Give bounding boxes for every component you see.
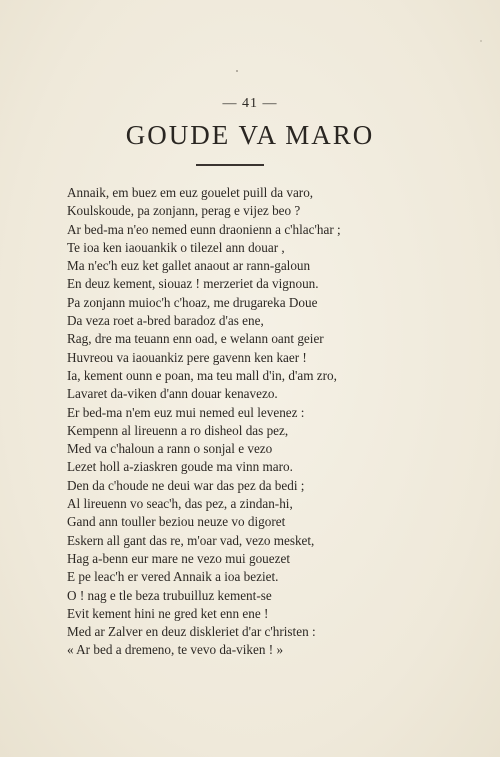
poem-line: Er bed-ma n'em euz mui nemed eul levenez : xyxy=(67,404,305,420)
poem-line: Lezet holl a-ziaskren goude ma vinn maro. xyxy=(67,459,293,475)
poem-line: Te ioa ken iaouankik o tilezel ann douar , xyxy=(67,239,285,255)
poem-line: Den da c'houde ne deui war das pez da bedi ; xyxy=(67,477,305,493)
poem-line: Da veza roet a-bred baradoz d'as ene, xyxy=(67,313,264,329)
poem-line: En deuz kement, siouaz ! merzeriet da vignoun. xyxy=(67,276,319,292)
paper-speck xyxy=(236,70,238,72)
poem-line: « Ar bed a dremeno, te vevo da-viken ! » xyxy=(67,642,284,658)
paper-speck xyxy=(480,40,482,42)
poem-line: Ar bed-ma n'eo nemed eunn draonienn a c'hlac'har ; xyxy=(67,221,341,237)
title-rule xyxy=(196,164,264,166)
poem-line: Pa zonjann muioc'h c'hoaz, me drugareka Doue xyxy=(67,294,318,310)
poem-line: Al lireuenn vo seac'h, das pez, a zindan-hi, xyxy=(67,496,293,512)
poem-line: Eskern all gant das re, m'oar vad, vezo mesket, xyxy=(67,532,315,548)
poem-line: Med va c'haloun a rann o sonjal e vezo xyxy=(67,441,273,457)
poem-body xyxy=(67,184,477,660)
poem-line: Gand ann touller beziou neuze vo digoret xyxy=(67,514,286,530)
poem-line: Ia, kement ounn e poan, ma teu mall d'in, d'am zro, xyxy=(67,367,337,383)
poem-line: Rag, dre ma teuann enn oad, e welann oant geier xyxy=(67,331,324,347)
poem-line: E pe leac'h er vered Annaik a ioa beziet. xyxy=(67,569,279,585)
poem-title: GOUDE VA MARO xyxy=(125,120,375,150)
poem-line: Lavaret da-viken d'ann douar kenavezo. xyxy=(67,386,278,402)
poem-line: Hag a-benn eur mare ne vezo mui gouezet xyxy=(67,550,290,566)
poem-line: Huvreou va iaouankiz pere gavenn ken kaer ! xyxy=(67,349,307,365)
poem-line: Ma n'ec'h euz ket gallet anaout ar rann-galoun xyxy=(67,258,311,274)
poem-line: O ! nag e tle beza trubuilluz kement-se xyxy=(67,587,272,603)
poem-line: Med ar Zalver en deuz diskleriet d'ar c'hristen : xyxy=(67,624,316,640)
poem-line: Annaik, em buez em euz gouelet puill da varo, xyxy=(67,185,314,200)
poem-line: Evit kement hini ne gred ket enn ene ! xyxy=(67,605,269,621)
poem-line: Kempenn al lireuenn a ro disheol das pez, xyxy=(67,422,289,438)
page-number: — 41 — xyxy=(222,96,278,111)
poem-line: Koulskoude, pa zonjann, perag e vijez beo ? xyxy=(67,203,301,219)
